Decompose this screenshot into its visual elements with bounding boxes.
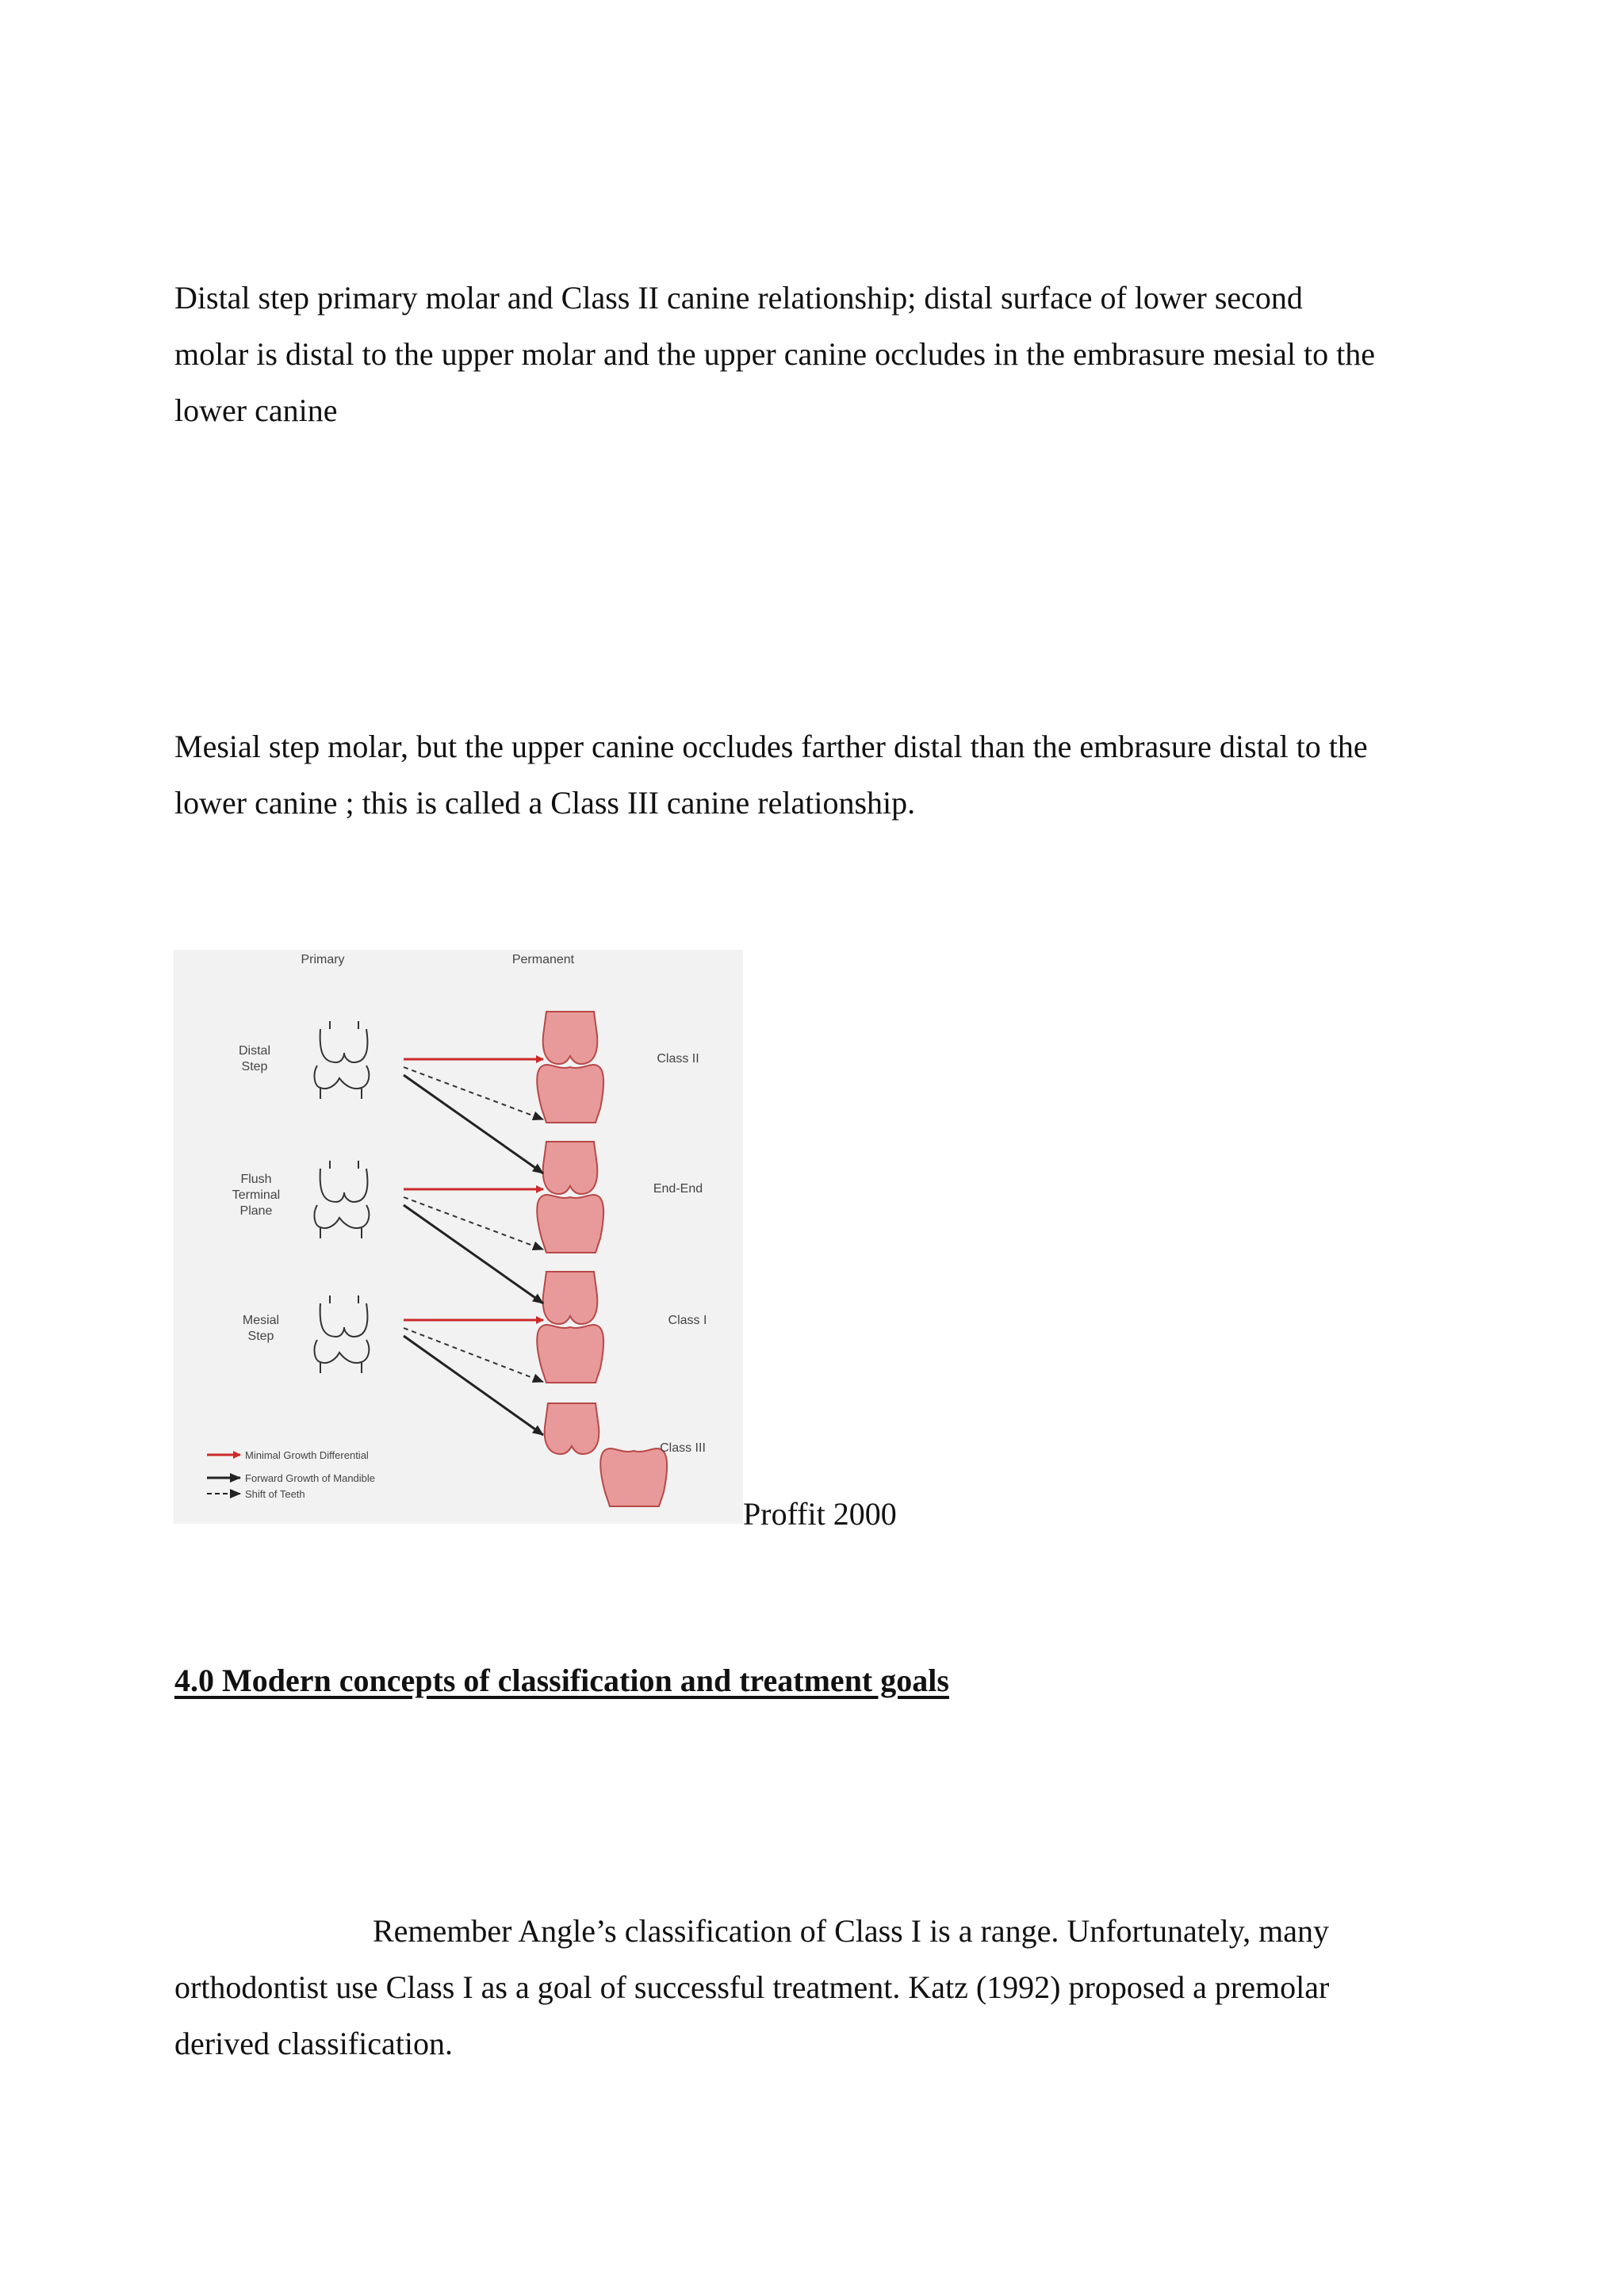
arrow-dashed-mesial <box>404 1328 543 1382</box>
paragraph-distal-step: Distal step primary molar and Class II canine relationship; distal surface of lower second molar is distal to the upper molar and the upper canine occludes in the embrasure mesial to the lower canine <box>174 280 1375 428</box>
permanent-tooth-class-iii <box>545 1403 667 1506</box>
primary-tooth-flush-terminal <box>315 1161 370 1238</box>
legend-minimal-growth: Minimal Growth Differential <box>245 1449 369 1461</box>
permanent-label-class-i: Class I <box>668 1314 707 1327</box>
arrow-dashed-distal <box>404 1067 543 1119</box>
arrow-black-flush <box>404 1205 543 1303</box>
svg-text:Distal: Distal <box>238 1044 271 1058</box>
permanent-label-class-iii: Class III <box>660 1441 706 1455</box>
permanent-tooth-end-end <box>537 1142 603 1253</box>
arrow-dashed-flush <box>404 1197 543 1249</box>
arrow-black-distal <box>404 1075 543 1173</box>
figure-col-primary: Primary <box>301 953 345 966</box>
paragraph-mesial-step: Mesial step molar, but the upper canine occludes farther distal than the embrasure distal to the lower canine ; this is called a Class III canine relationship. <box>174 729 1368 821</box>
figure-col-permanent: Permanent <box>511 953 575 966</box>
legend-shift-of-teeth: Shift of Teeth <box>245 1488 305 1500</box>
primary-label-mesial-step <box>243 1314 279 1343</box>
section-heading: 4.0 Modern concepts of classification and treatment goals <box>174 1663 949 1698</box>
svg-text:Step: Step <box>241 1060 268 1073</box>
permanent-label-class-ii: Class II <box>657 1052 699 1066</box>
legend-forward-growth: Forward Growth of Mandible <box>245 1472 376 1484</box>
figure-citation: Proffit 2000 <box>743 1496 897 1532</box>
svg-text:Terminal: Terminal <box>232 1188 281 1202</box>
svg-text:Flush: Flush <box>240 1173 272 1186</box>
permanent-label-end-end: End-End <box>653 1182 703 1196</box>
primary-label-flush-terminal-plane <box>232 1173 280 1218</box>
primary-tooth-distal-step <box>315 1021 370 1099</box>
permanent-tooth-class-ii <box>537 1012 603 1123</box>
primary-tooth-mesial-step <box>315 1295 370 1373</box>
paragraph-angle-classification: Remember Angle’s classification of Class I is a range. Unfortunately, many orthodontist use Class I as a goal of successful treatment. Katz (1992) proposed a premolar derived classification. <box>174 1913 1330 2061</box>
arrow-black-mesial <box>404 1336 543 1435</box>
svg-text:Step: Step <box>247 1330 274 1343</box>
primary-label-distal-step <box>239 1044 270 1073</box>
permanent-tooth-class-i <box>537 1272 603 1383</box>
svg-text:Mesial: Mesial <box>242 1314 280 1327</box>
figure-legend <box>207 1449 375 1500</box>
svg-text:Plane: Plane <box>239 1204 273 1218</box>
figure-occlusion-diagram <box>174 950 743 1524</box>
